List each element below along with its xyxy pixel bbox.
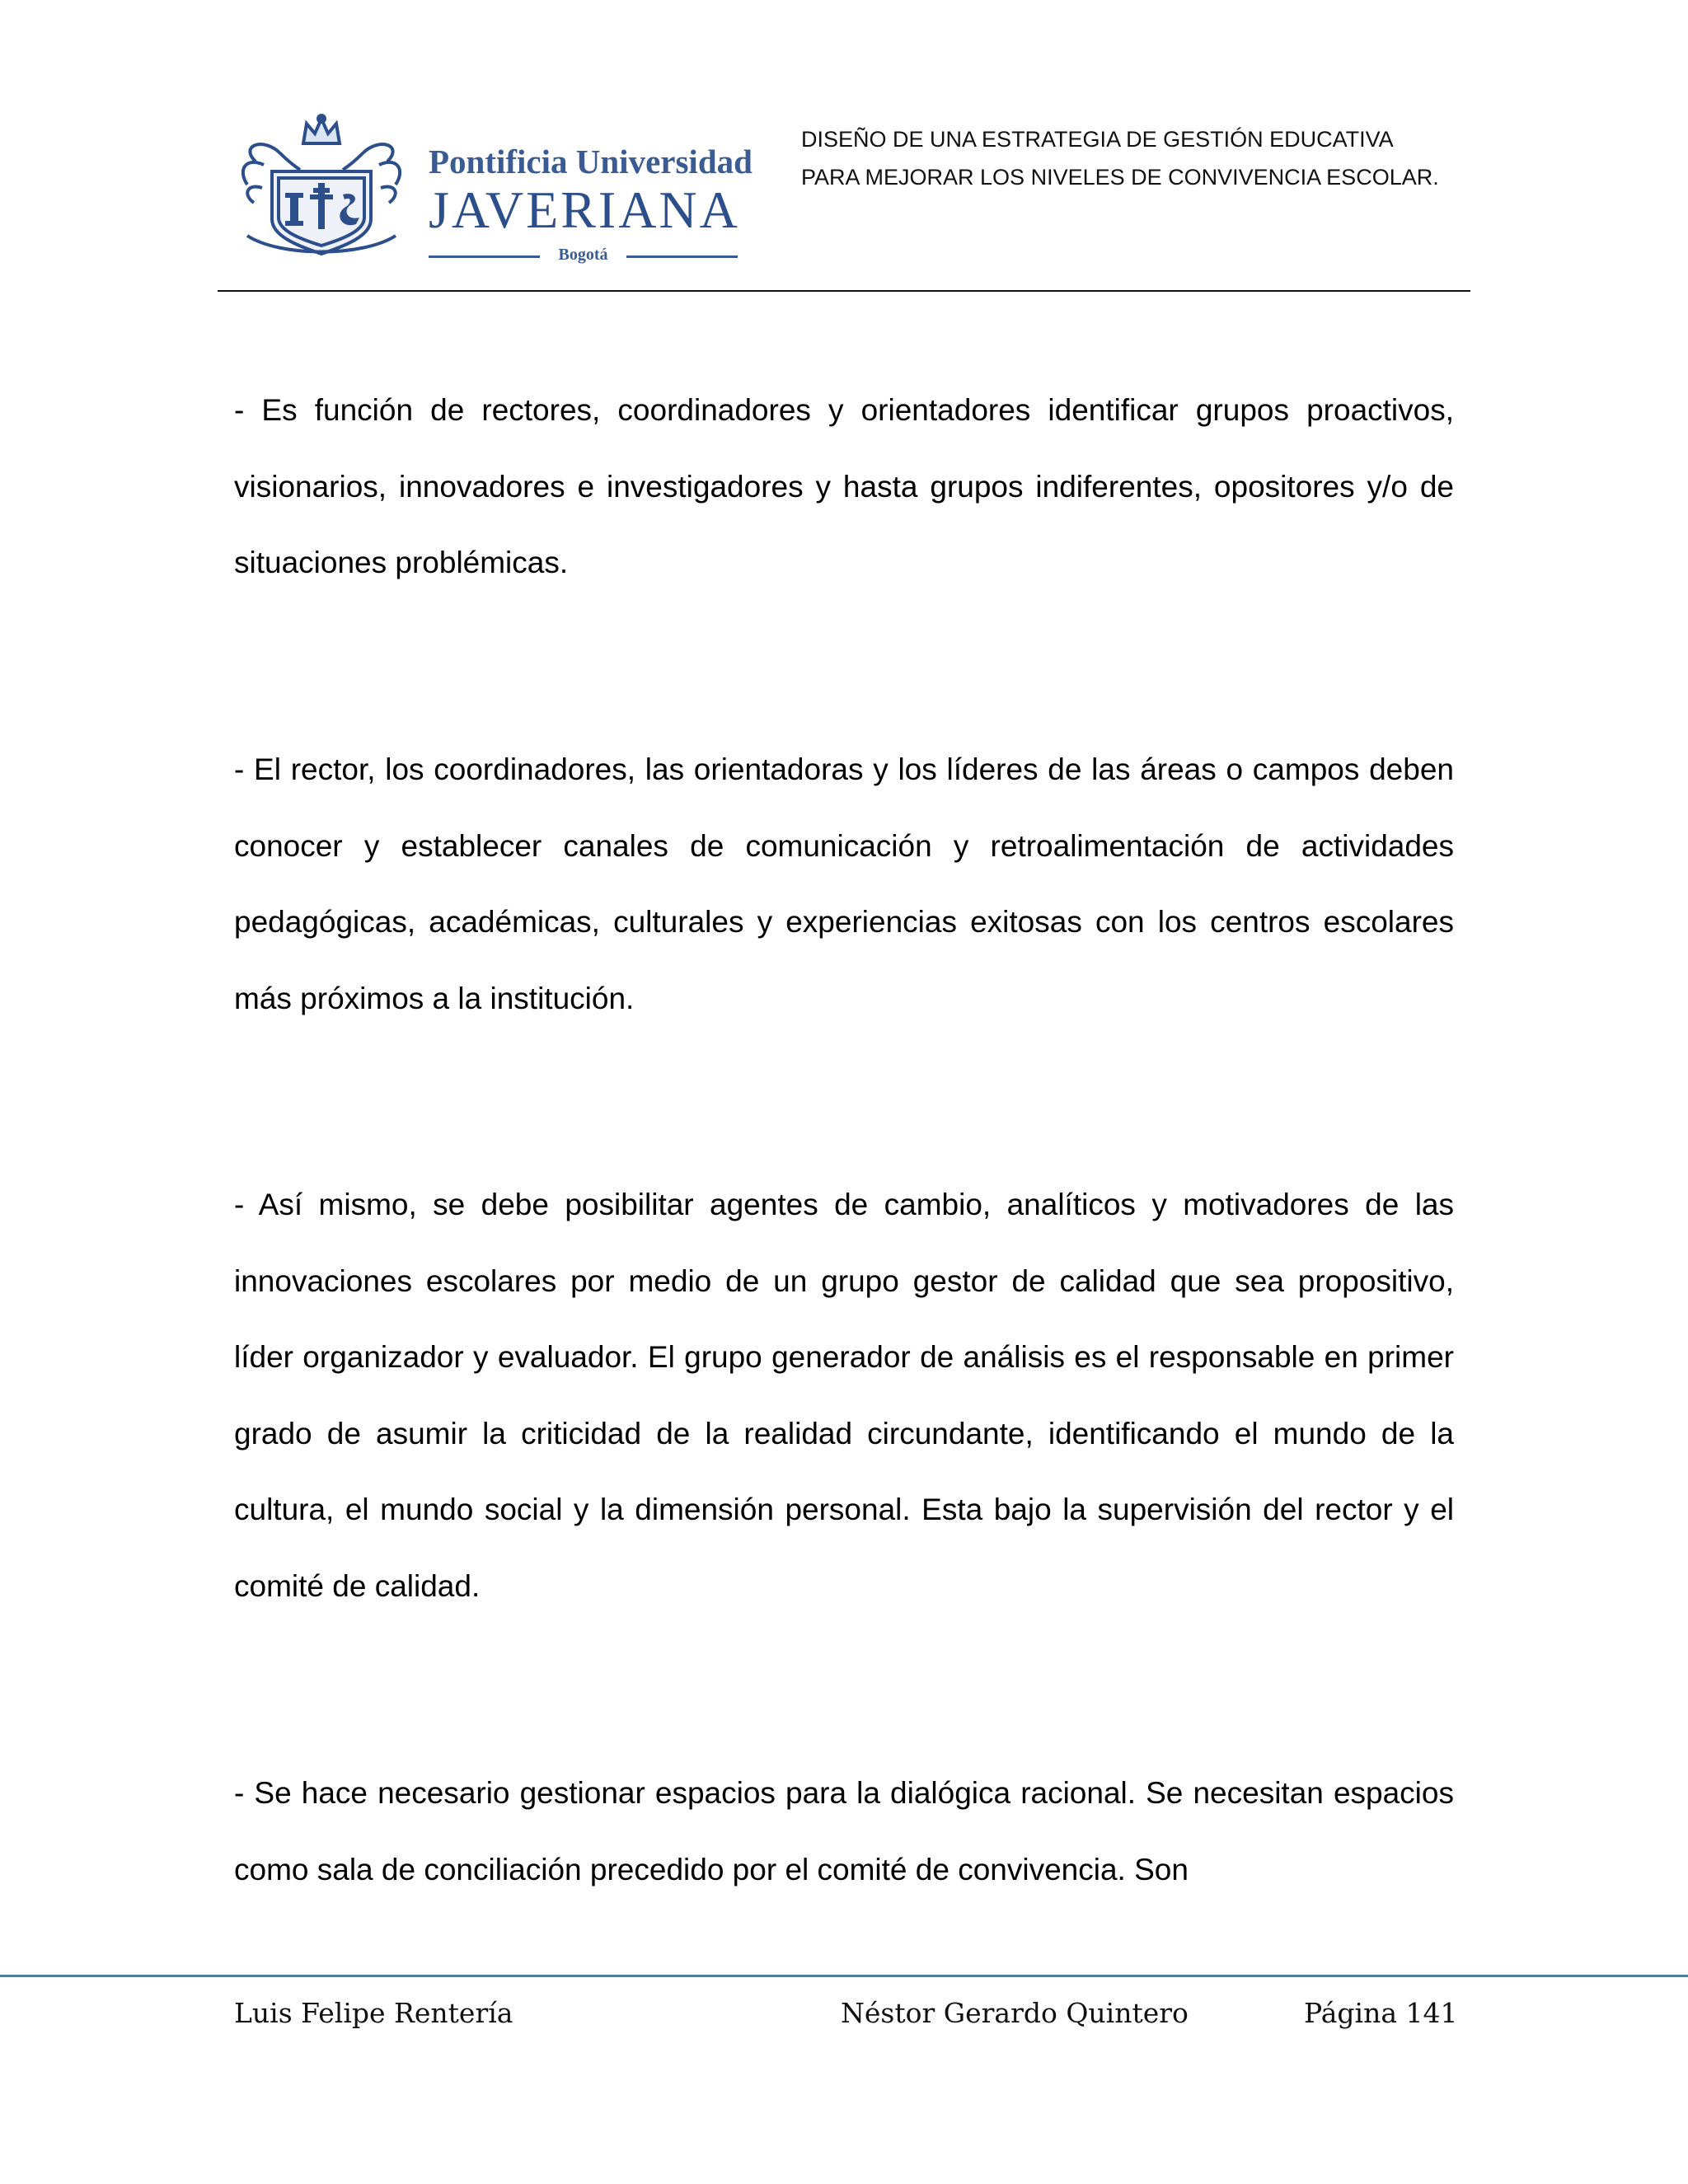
header-title-line2: PARA MEJORAR LOS NIVELES DE CONVIVENCIA ESCOLAR. — [801, 165, 1439, 190]
footer-divider — [0, 1975, 1688, 1977]
footer-author-2: Néstor Gerardo Quintero — [841, 1997, 1189, 2029]
logo-line2: JAVERIANA — [429, 180, 740, 239]
header-title-line1: DISEÑO DE UNA ESTRATEGIA DE GESTIÓN EDUCATIVA — [801, 127, 1394, 152]
footer-author-1: Luis Felipe Rentería — [234, 1997, 513, 2029]
university-crest-icon — [231, 112, 412, 260]
header-divider — [218, 290, 1470, 292]
paragraph-4: - Se hace necesario gestionar espacios para la dialógica racional. Se necesitan espacios como sala de conciliación precedido por el comité de convivencia. Son — [234, 1776, 1454, 1886]
paragraph-1: - Es función de rectores, coordinadores y orientadores identificar grupos proactivos, visionarios, innovadores e investigadores y hasta grupos indiferentes, opositores y/o de situaciones problémicas. — [234, 393, 1454, 579]
document-header-title — [801, 120, 1439, 196]
paragraph-2: - El rector, los coordinadores, las orientadoras y los líderes de las áreas o campos deben conocer y establecer canales de comunicación y retroalimentación de actividades pedagógicas, académicas, culturales y experiencias exitosas con los centros escolares más próximos a la institución. — [234, 752, 1454, 1015]
logo-line3: Bogotá — [429, 246, 738, 265]
paragraph-3: - Así mismo, se debe posibilitar agentes de cambio, analíticos y motivadores de las innovaciones escolares por medio de un grupo gestor de calidad que sea propositivo, líder organizador y evaluador. El grupo generador de análisis es el responsable en primer grado de asumir la criticidad de la realidad circundante, identificando el mundo de la cultura, el mundo social y la dimensión personal. Esta bajo la supervisión del rector y el comité de calidad. — [234, 1188, 1454, 1603]
logo-lettering — [429, 143, 753, 264]
page-number: Página 141 — [1304, 1997, 1458, 2029]
university-logo — [231, 112, 753, 264]
logo-line1: Pontificia Universidad — [429, 143, 753, 180]
